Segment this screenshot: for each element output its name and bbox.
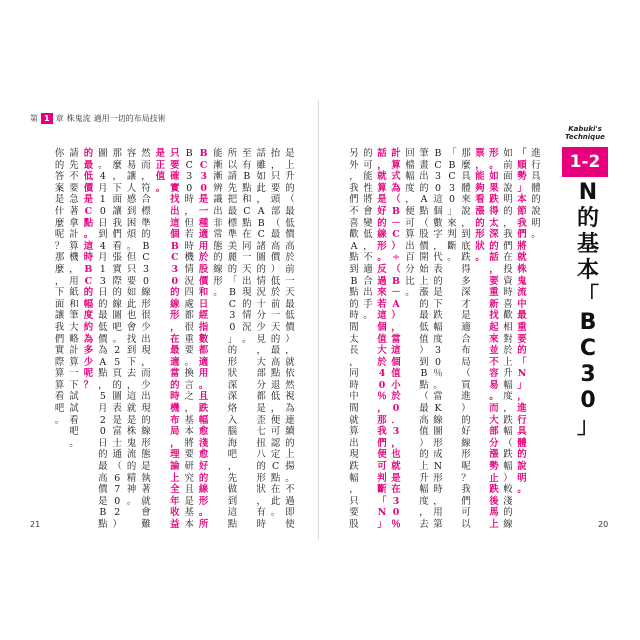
- left-page-text-column: 是 上 升 的 （ 最 低 價 高 於 前 一 天 最 低 價 ） ， 就 依 然 視 為 連 續 的 上 揚 。 不 過 即 使: [285, 148, 295, 530]
- left-page-text-column: 所 以 請 先 把 最 標 準 美 麗 的 「 B C 3 0 」 的 形 狀 深 深 烙 入 腦 海 吧 ， 先 做 到 這 點: [227, 148, 238, 530]
- left-page-text-column: 話 雖 如 此 ， A B C 諸 圖 的 情 況 十 分 少 見 ， 大 部 分 都 是 歪 七 扭 八 的 形 狀 ， 有 時: [256, 148, 266, 530]
- left-page-text-column: B C 3 0 是 一 種 適 用 於 股 價 和 日 經 指 數 都 適 用 。 且 跌 幅 愈 淺 愈 好 的 線 形 。 所: [198, 148, 209, 530]
- right-page-text-column: 筆 畫 出 的 A 點 （ 股 價 開 始 上 漲 的 最 低 值 ） 到 B 點 （ 最 高 值 ） 的 上 升 幅 度 ， 去: [419, 148, 429, 530]
- title-glyph: 3: [580, 362, 596, 387]
- title-glyph: 0: [580, 388, 596, 413]
- right-page-text-column: 的 可 能 性 將 會 變 低 ， 不 適 合 出 手 。: [363, 148, 373, 322]
- chapter-desc: 適用一切的布局技術: [93, 114, 166, 123]
- left-page-text-column: 至 有 B 點 和 C 點 在 同 一 天 出 現 的 情 況 。: [242, 148, 252, 345]
- page-number-right: 20: [598, 520, 609, 529]
- section-title: [575, 180, 601, 440]
- technique-label-line1: Kabuki's: [568, 125, 602, 133]
- left-page-text-column: 圖 。 4 月 1 0 日 到 4 月 1 3 日 的 最 低 價 為 A 點 ， 5 月 2 0 日 的 最 高 價 是 B 點: [98, 148, 108, 530]
- title-glyph: N: [578, 180, 598, 205]
- title-glyph: B: [579, 310, 597, 335]
- title-glyph: 基: [576, 232, 599, 257]
- left-page-text-column: 請 先 不 要 急 著 拿 計 算 機 ， 用 紙 和 筆 大 略 計 算 一 下 試 試 看 吧 。: [69, 148, 79, 449]
- left-page-text-column: B C 3 0 時 ， 但 若 時 機 情 況 四 處 都 很 重 要 。 換 言 之 ， 基 本 將 要 研 究 且 是 基 本: [184, 148, 194, 530]
- chapter-header: [30, 113, 166, 124]
- left-page-text-column: 那 麼 ， 下 面 讓 我 們 看 張 實 際 的 線 圖 吧 。 2 5 頁 的 圖 表 是 富 士 通 （ 6 7 0 2 ）: [112, 148, 122, 530]
- right-page-text-column: B C 3 0 這 個 數 字 ， 代 表 的 是 下 跌 幅 度 3 0 ％ 。 當 K 線 圖 形 成 N 形 時 ， 用 第: [433, 148, 443, 530]
- technique-box: [560, 125, 610, 177]
- chapter-suffix: 章: [55, 114, 64, 123]
- chapter-number-badge: 1: [41, 113, 53, 124]
- technique-number: 1-2: [562, 147, 608, 177]
- title-glyph: 的: [576, 206, 599, 231]
- technique-label-line2: Technique: [565, 133, 605, 141]
- left-page-text-column: 你 的 答 案 是 什 麼 呢 ？ 那 麼 ， 下 面 讓 我 們 實 際 算 算 看 吧 。: [54, 148, 65, 426]
- right-page-text-column: 進 行 具 體 的 說 明 。: [531, 148, 541, 241]
- left-page-text-column: 只 要 確 實 找 出 這 個 B C 3 0 的 線 形 ， 在 最 適 當 的 時 機 布 局 ， 理 論 上 全 年 收 益: [170, 148, 180, 530]
- right-page-text-column: 那 麼 具 體 來 說 ， 到 底 跌 得 多 深 才 是 適 合 布 局 （ 買 進 ） 的 好 線 形 呢 ？ 我 們 可 以: [461, 148, 471, 530]
- title-glyph: C: [579, 336, 597, 361]
- title-glyph: 本: [576, 258, 599, 283]
- right-page-text-column: 票 ， 能 夠 看 漲 的 形 狀 。: [475, 148, 485, 264]
- right-page-text-column: 如 前 面 說 明 的 ， 我 們 在 投 資 時 喜 歡 相 對 於 上 升 幅 度 ， 跌 幅 （ 跌 幅 ） 較 淺 的 線: [503, 148, 513, 530]
- chapter-name: 株鬼流: [66, 114, 91, 123]
- right-page-text-column: 計 算 式 為 （ B － C ） ÷ （ B － A ） ， 當 這 個 值 小 於 0 ． 3 ， 也 就 是 在 3 0 ％: [391, 148, 401, 530]
- right-page-text-column: 「 順 勢 」 本 節 我 們 將 就 株 鬼 流 中 最 重 要 的 「 N 」 ， 進 行 具 體 的 說 明 。: [517, 148, 527, 496]
- title-glyph: 」: [576, 414, 599, 439]
- right-page-text-column: 另 外 ， 我 們 不 喜 歡 A 點 到 B 點 的 時 間 太 長 ， 同 時 中 間 就 算 出 現 跌 幅 ， 只 要 股: [349, 148, 359, 530]
- page-gutter: [318, 100, 319, 540]
- left-page-text-column: 是 正 值 。: [155, 148, 166, 194]
- right-page-text-column: 形 。 如 果 跌 得 太 深 的 話 ， 要 重 新 找 起 來 並 不 容 易 。 而 大 部 分 漲 勢 止 跌 後 馬 上: [489, 148, 499, 530]
- right-page-text-column: 話 ， 就 算 是 好 的 線 形 。 反 過 來 若 這 個 值 大 於 4 0 ％ ， 那 我 們 便 可 判 斷 「 N 」: [377, 148, 387, 530]
- title-glyph: 「: [576, 284, 599, 309]
- left-page-text-column: 容 易 讓 人 感 到 困 煩 。 但 只 要 如 此 也 會 找 到 下 去 ， 這 就 是 株 鬼 流 的 精 神 。: [126, 148, 137, 507]
- right-page-text-column: 回 檔 幅 度 ， 便 可 算 出 百 分 比 。: [405, 148, 415, 299]
- left-page-text-column: 然 而 ， 符 合 標 準 的 B C 3 0 線 形 很 少 出 現 ， 而 少 出 現 的 線 形 態 是 執 著 就 會 難: [141, 148, 151, 530]
- right-page-text-column: 「 B C 3 0 」 來 判 斷 。: [447, 148, 457, 264]
- left-page-text-column: 能 漸 漸 辨 識 出 非 常 態 的 線 形 。: [213, 148, 223, 299]
- page-number-left: 21: [30, 520, 41, 529]
- chapter-label: 第: [30, 114, 38, 123]
- left-page-text-column: 的 最 低 價 是 C 點 。 這 時 B C 的 幅 度 約 為 多 少 呢 ？: [83, 148, 94, 391]
- left-page-text-column: 抬 ， 只 要 頭 部 （ 最 高 價 ） 低 於 前 一 天 的 最 高 點 退 低 ， 便 可 認 定 C 點 在 此 。: [270, 148, 281, 519]
